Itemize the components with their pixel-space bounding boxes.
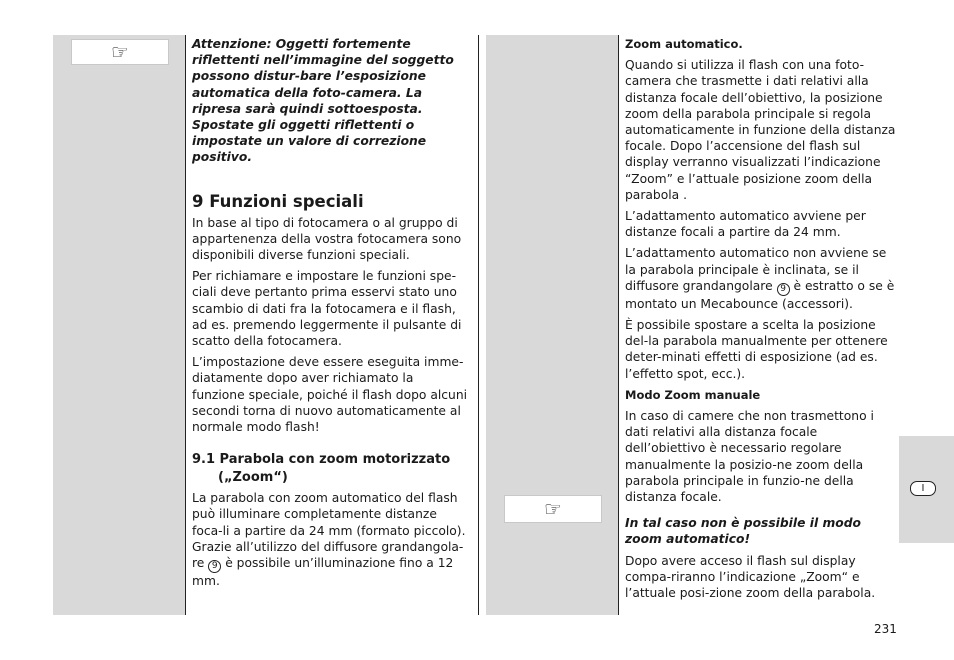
paragraph: L’impostazione deve essere eseguita imme-diatamente dopo aver richiamato la funzione speciale, poiché il flash dopo alcuni secondi torna di nuovo automaticamente al normale modo flash!	[192, 355, 468, 435]
warning-text: In tal caso non è possibile il modo zoom automatico!	[625, 516, 861, 547]
warning-text: Attenzione: Oggetti fortemente riflettenti nell’immagine del soggetto possono distur-bare l’esposizione automatica della foto-camera. La ripresa sarà quindi sottoesposta. Spostate gli oggetti riflettenti o impostate un valore di correzione positivo.	[192, 37, 454, 165]
paragraph-text: L’adattamento automatico non avviene se la parabola principale è inclinata, se il diffusore grandangolare	[625, 246, 887, 293]
language-tab	[899, 436, 954, 543]
paragraph	[625, 245, 900, 312]
pointing-hand-icon: ☞	[111, 40, 129, 64]
paragraph: È possibile spostare a scelta la posizione del-la parabola manualmente per ottenere deter-minati effetti di esposizione (ad es. l’effetto spot, ecc.).	[625, 318, 888, 381]
paragraph	[192, 490, 468, 589]
right-margin-column	[486, 35, 618, 615]
paragraph: In caso di camere che non trasmettono i dati relativi alla distanza focale dell’obiettivo è necessario regolare manualmente la posizio-ne zoom della parabola principale in funzio-ne della distanza focale.	[625, 409, 874, 505]
pointing-hand-icon	[71, 39, 169, 65]
left-text-column	[192, 36, 468, 594]
column-divider-right	[618, 35, 619, 615]
subsection-heading	[192, 451, 468, 487]
paragraph: Per richiamare e impostare le funzioni spe-ciali deve pertanto prima esservi stato uno scambio di dati fra la fotocamera e il flash, ad es. premendo leggermente il pulsante di scatto della fotocamera.	[192, 269, 462, 349]
subsection-heading-line-2: („Zoom“)	[218, 470, 288, 486]
pointing-hand-icon	[504, 495, 602, 523]
zoom-auto-heading: Zoom automatico.	[625, 37, 743, 51]
paragraph: Dopo avere acceso il flash sul display compa-riranno l’indicazione „Zoom“ e l’attuale posi-zione zoom della parabola.	[625, 553, 876, 601]
paragraph: L’adattamento automatico avviene per distanze focali a partire da 24 mm.	[625, 209, 866, 240]
paragraph-text: La parabola con zoom automatico del flash può illuminare completamente distanze foca-li a partire da 24 mm (formato piccolo). Grazie all’utilizzo del diffusore grandangola-re	[192, 491, 466, 571]
language-tab-label: I	[910, 481, 936, 496]
circled-number-9: 9	[777, 283, 790, 296]
section-heading: 9 Funzioni speciali	[192, 191, 364, 211]
pointing-hand-icon: ☞	[544, 497, 562, 521]
page-number: 231	[874, 622, 897, 636]
right-text-column	[625, 36, 900, 606]
column-divider-left	[185, 35, 186, 615]
left-margin-column	[53, 35, 185, 615]
paragraph: In base al tipo di fotocamera o al gruppo di appartenenza della vostra fotocamera sono disponibili diverse funzioni speciali.	[192, 215, 462, 263]
paragraph-text: è possibile un’illuminazione fino a 12 mm.	[192, 556, 454, 589]
paragraph-text: è estratto o se è montato un Mecabounce (accessori).	[625, 278, 895, 311]
column-divider-middle	[478, 35, 479, 615]
circled-number-9: 9	[208, 560, 221, 573]
manual-zoom-heading: Modo Zoom manuale	[625, 387, 761, 402]
subsection-heading-line-1: 9.1 Parabola con zoom motorizzato	[192, 452, 451, 468]
paragraph: Quando si utilizza il flash con una foto-camera che trasmette i dati relativi alla distanza focale dell’obiettivo, la posizione zoom della parabola principale si regola automaticamente in funzione della distanza focale. Dopo l’accensione del flash sul display verranno visualizzati l’indicazione “Zoom” e l’attuale posizione zoom della parabola .	[625, 58, 896, 202]
